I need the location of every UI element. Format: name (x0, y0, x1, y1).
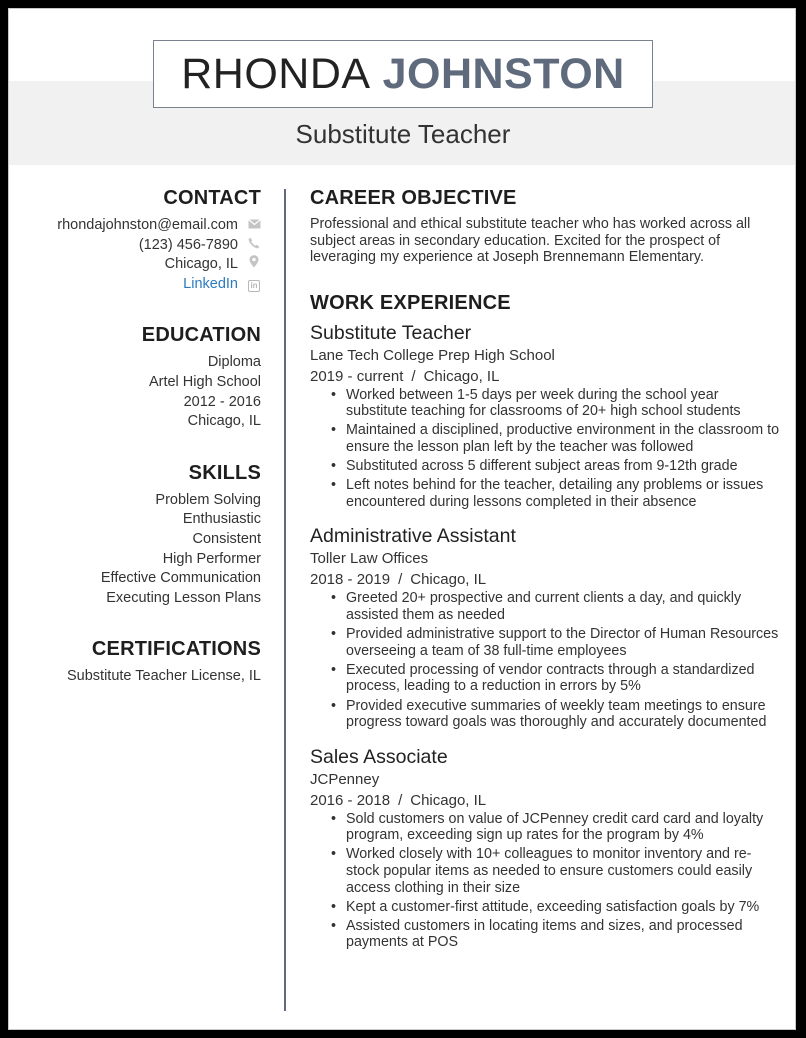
linkedin-link[interactable]: LinkedIn (183, 275, 238, 292)
first-name: RHONDA (181, 49, 371, 98)
job-title: Substitute Teacher (295, 119, 511, 149)
job-separator: / (411, 367, 416, 385)
job-company: Toller Law Offices (310, 550, 429, 568)
job-bullet: • Assisted customers in locating items and sizes, and processed payments at POS (346, 918, 780, 951)
certifications-heading: CERTIFICATIONS (91, 638, 261, 661)
contact-linkedin[interactable] (29, 275, 261, 295)
job-dates: 2019 - current (310, 367, 404, 385)
skill-item: High Performer (162, 550, 261, 567)
job-entry (310, 321, 780, 511)
job-bullets (310, 387, 780, 511)
phone-icon (247, 236, 261, 256)
skills-heading: SKILLS (188, 461, 261, 484)
job-company: JCPenney (310, 770, 380, 788)
job-entry (310, 745, 780, 951)
job-role: Substitute Teacher (310, 321, 472, 344)
skill-item: Problem Solving (155, 491, 261, 508)
skill-item: Effective Communication (100, 570, 261, 587)
contact-email[interactable] (29, 216, 261, 236)
job-role: Sales Associate (310, 745, 448, 768)
job-meta (310, 366, 780, 387)
column-divider (284, 189, 286, 1011)
job-role: Administrative Assistant (310, 525, 516, 548)
job-bullet: • Executed processing of vendor contracts through a standardized process, leading to a reduction in errors by 5% (346, 662, 780, 695)
left-column (29, 187, 261, 717)
skill-item: Enthusiastic (182, 511, 261, 528)
skill-item: Consistent (192, 530, 261, 547)
education-degree: Diploma (207, 354, 261, 371)
job-bullet: • Maintained a disciplined, productive environment in the classroom to ensure the lesson plan left by the teacher was followed (346, 422, 780, 455)
objective-heading: CAREER OBJECTIVE (310, 187, 517, 209)
job-bullet: • Substituted across 5 different subject areas from 9-12th grade (346, 458, 780, 475)
education-section (29, 324, 261, 431)
resume-page (8, 8, 796, 1030)
envelope-icon (247, 216, 261, 236)
contact-location (29, 255, 261, 275)
contact-phone (29, 236, 261, 256)
certifications-section (29, 638, 261, 687)
right-column (310, 187, 780, 965)
skills-section (29, 462, 261, 609)
job-company: Lane Tech College Prep High School (310, 346, 555, 364)
experience-heading: WORK EXPERIENCE (310, 291, 511, 314)
job-location: Chicago, IL (423, 367, 500, 385)
job-bullets (310, 590, 780, 730)
job-entry (310, 524, 780, 730)
last-name: JOHNSTON (382, 49, 625, 98)
experience-section (310, 292, 780, 951)
linkedin-icon: in (247, 275, 261, 295)
job-separator: / (398, 571, 403, 589)
job-bullet: • Greeted 20+ prospective and current clients a day, and quickly assisted them as needed (346, 590, 780, 623)
job-bullet: • Sold customers on value of JCPenney credit card card and loyalty program, exceeding sign up rates for the program by 4% (346, 811, 780, 844)
certification-item: Substitute Teacher License, IL (67, 668, 261, 685)
job-meta (310, 569, 780, 590)
job-bullet: • Provided executive summaries of weekly team meetings to ensure progress toward goals was thoroughly and accurately documented (346, 698, 780, 731)
contact-section (29, 187, 261, 294)
skill-item: Executing Lesson Plans (106, 589, 261, 606)
job-bullet: • Worked closely with 10+ colleagues to monitor inventory and re-stock popular items as needed to ensure customers could easily access clothing in their size (346, 846, 780, 896)
contact-phone-text: (123) 456-7890 (138, 236, 238, 253)
contact-email-text[interactable]: rhondajohnston@email.com (57, 217, 238, 233)
contact-heading: CONTACT (163, 187, 261, 209)
job-bullets (310, 811, 780, 951)
job-meta (310, 790, 780, 811)
education-school: Artel High School (148, 373, 261, 390)
job-bullet: • Provided administrative support to the Director of Human Resources overseeing a team of 38 full-time employees (346, 626, 780, 659)
contact-location-text: Chicago, IL (164, 256, 238, 273)
education-years: 2012 - 2016 (183, 393, 261, 410)
job-separator: / (398, 791, 403, 809)
education-heading: EDUCATION (141, 324, 261, 347)
job-bullet: • Kept a customer-first attitude, exceeding satisfaction goals by 7% (346, 899, 780, 916)
name-box (153, 40, 653, 108)
job-dates: 2016 - 2018 (310, 791, 391, 809)
education-location: Chicago, IL (187, 413, 261, 430)
job-bullet: • Left notes behind for the teacher, detailing any problems or issues encountered during lessons completed in their absence (346, 477, 780, 510)
job-bullet: • Worked between 1-5 days per week during the school year substitute teaching for classrooms of 20+ high school students (346, 387, 780, 420)
job-dates: 2018 - 2019 (310, 571, 391, 589)
location-pin-icon (247, 255, 261, 275)
job-location: Chicago, IL (410, 791, 487, 809)
job-location: Chicago, IL (410, 571, 487, 589)
objective-text: Professional and ethical substitute teacher who has worked across all subject areas in secondary education. Excited for the prospect of leveraging my experience at Joseph Brennemann Elementary. (310, 216, 751, 266)
objective-section (310, 187, 780, 266)
